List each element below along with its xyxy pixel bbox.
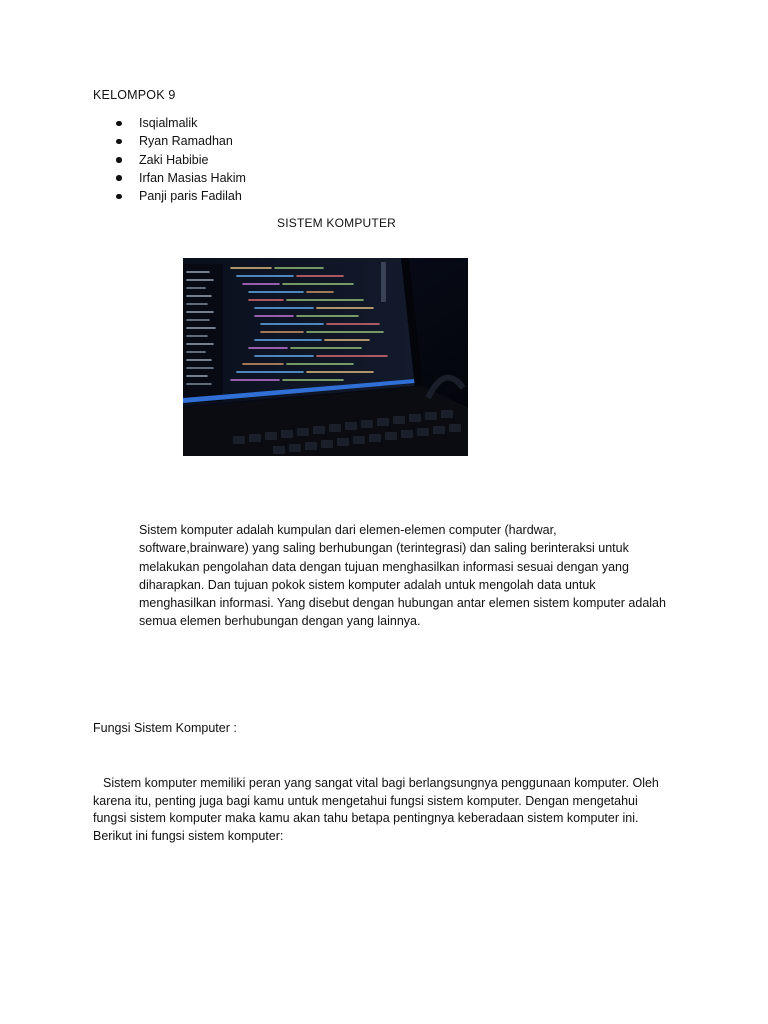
function-paragraph: Sistem komputer memiliki peran yang sangat vital bagi berlangsungnya penggunaan komputer. Oleh karena itu, penting juga bagi kamu untuk mengetahui fungsi sistem komputer. Dengan mengetahui fungsi sistem komputer maka kamu akan tahu betapa pentingnya keberadaan sistem komputer ini. Berikut ini fungsi sistem komputer: [93, 776, 659, 844]
intro-paragraph: Sistem komputer adalah kumpulan dari elemen-elemen computer (hardwar, software,brainware) yang saling berhubungan (terintegrasi) dan saling berinteraksi untuk melakukan pengolahan data dengan tujuan menghasilkan informasi sesuai dengan yang diharapkan. Dan tujuan pokok sistem komputer adalah untuk mengolah data untuk menghasilkan informasi. Yang disebut dengan hubungan antar elemen sistem komputer adalah semua elemen berhubungan dengan yang lainnya. [139, 523, 666, 629]
list-item: Panji paris Fadilah [93, 187, 393, 205]
list-item: Irfan Masias Hakim [93, 169, 393, 187]
list-item: Zaki Habibie [93, 151, 393, 169]
laptop-code-photo-icon [183, 258, 468, 456]
laptop-code-photo-icon [183, 258, 468, 456]
list-item: Isqialmalik [93, 114, 393, 132]
member-list [93, 114, 393, 205]
group-title: KELOMPOK 9 [93, 88, 176, 102]
document-title: SISTEM KOMPUTER [277, 216, 397, 230]
section-heading: Fungsi Sistem Komputer : [93, 721, 237, 735]
list-item: Ryan Ramadhan [93, 132, 393, 150]
